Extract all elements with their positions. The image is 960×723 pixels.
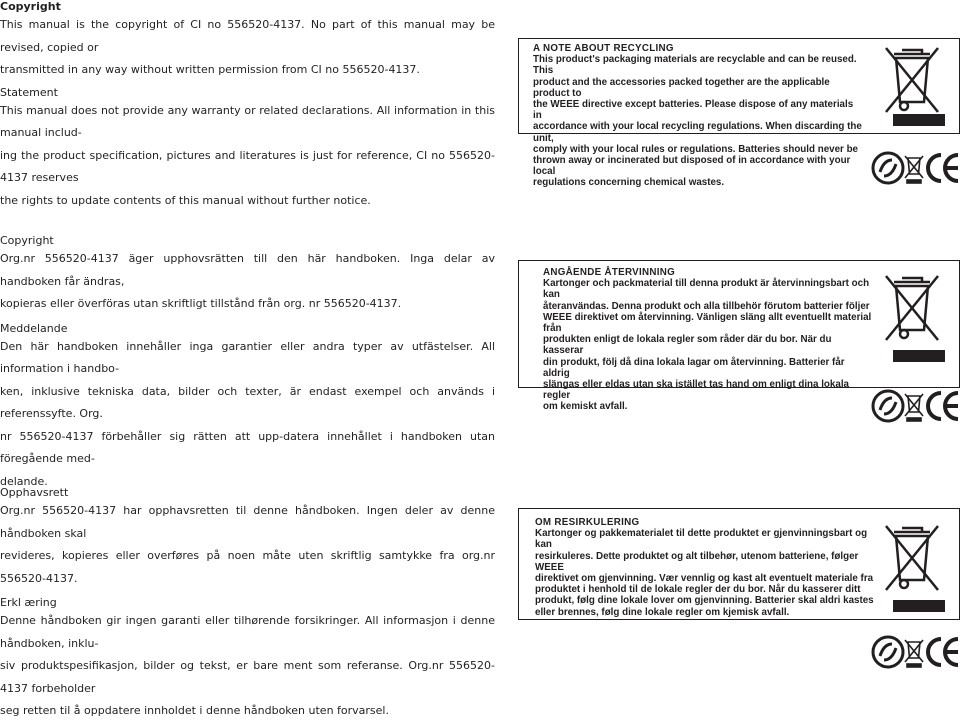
section-swedish — [0, 230, 960, 488]
english-text-column — [0, 0, 495, 212]
recycling-note-line: om kemiskt avfall. — [543, 401, 628, 413]
recycling-note-line: din produkt, följ då dina lokala lagar om återvinning. Batterier får aldrig — [543, 356, 845, 379]
weee-small-icon — [905, 640, 923, 667]
recycling-note-line: product and the accessories packed together are the applicable product to — [533, 76, 830, 99]
statement-line: the rights to update contents of this manual without further notice. — [0, 193, 371, 207]
recycling-note-title: ANGÅENDE ÅTERVINNING — [543, 267, 676, 278]
statement-line: delande. — [0, 474, 48, 488]
green-dot-icon — [873, 637, 903, 667]
copyright-heading: Opphavsrett — [0, 486, 69, 499]
green-dot-icon — [873, 153, 903, 183]
statement-line: seg retten til å oppdatere innholdet i denne håndboken uten forvarsel. — [0, 704, 389, 717]
copyright-heading: Copyright — [0, 234, 54, 247]
statement-line: Den här handboken innehåller inga garantier eller andra typer av utfästelser. All information i handbo- — [0, 339, 495, 375]
statement-line: Denne håndboken gir ingen garanti eller tilhørende forsikringer. All informasjon i denne håndboken, inklu- — [0, 614, 495, 650]
recycling-note-text — [533, 43, 863, 189]
copyright-line: This manual is the copyright of CI no 556520-4137. No part of this manual may be revised, copied or — [0, 18, 495, 54]
recycling-note-line: WEEE direktivet om återvinning. Vänligen släng allt eventuellt material från — [543, 311, 872, 335]
section-english — [0, 0, 960, 207]
recycling-note-title: OM RESIRKULERING — [535, 517, 640, 528]
section-norwegian — [0, 482, 960, 717]
weee-bar-icon — [893, 114, 945, 126]
compliance-marks — [870, 388, 960, 424]
recycling-note-title: A NOTE ABOUT RECYCLING — [533, 43, 674, 54]
weee-crossed-bin-icon — [880, 268, 944, 348]
recycling-note-line: slängas eller eldas utan ska istället tas hand om enligt dina lokala regler — [543, 379, 849, 402]
copyright-line: Org.nr 556520-4137 äger upphovsrätten till den här handboken. Inga delar av handboken får ändras, — [0, 252, 495, 288]
ce-mark-icon — [928, 639, 958, 665]
weee-small-icon — [905, 394, 923, 421]
recycling-note-line: produktet i henhold til de lokale regler der du bor. Når du kasserer ditt — [535, 584, 861, 596]
ce-mark-icon — [928, 155, 958, 181]
copyright-line: Org.nr 556520-4137 har opphavsretten til denne håndboken. Ingen deler av denne håndboken skal — [0, 504, 495, 540]
weee-crossed-bin-icon — [880, 40, 944, 120]
recycling-note-line: Kartonger och packmaterial till denna produkt är återvinningsbart och kan — [543, 278, 870, 301]
recycling-note-line: återanvändas. Denna produkt och alla tillbehör förutom batterier följer — [543, 300, 870, 312]
recycling-note-line: eller brennes, følg dine lokale regler om kjemisk avfall. — [535, 606, 790, 618]
recycling-note-text — [543, 267, 873, 413]
weee-bar-icon — [893, 600, 945, 612]
swedish-text-column — [0, 234, 495, 493]
recycling-note-text — [535, 517, 875, 618]
weee-crossed-bin-icon — [880, 518, 944, 598]
statement-line: nr 556520-4137 förbehåller sig rätten att upp-datera innehållet i handboken utan föregående med- — [0, 429, 495, 465]
ce-mark-icon — [928, 393, 958, 419]
recycling-note-line: produkten enligt de lokala regler som råder där du bor. När du kasserar — [543, 334, 832, 357]
recycling-note-line: resirkuleres. Dette produktet og alt tilbehør, utenom batteriene, følger WEEE — [535, 550, 859, 573]
statement-line: ing the product specification, pictures and literatures is just for reference, CI no 556520-4137 reserves — [0, 148, 495, 184]
copyright-line: revideres, kopieres eller overføres på noen måte uten skriftlig samtykke fra org.nr 556520-4137. — [0, 549, 495, 585]
compliance-marks — [870, 150, 960, 186]
copyright-line: kopieras eller överföras utan skriftligt tillstånd från org. nr 556520-4137. — [0, 297, 402, 310]
weee-bar-icon — [893, 350, 945, 362]
recycling-note-line: Kartonger og pakkematerialet til dette produktet er gjenvinningsbart og kan — [535, 528, 868, 551]
recycling-note-line: comply with your local rules or regulations. Batteries should never be — [533, 143, 859, 155]
recycling-note-line: produkt, følg dine lokale lover om gjenvinning. Batterier skal aldri kastes — [535, 595, 874, 607]
statement-heading: Erkl æring — [0, 596, 57, 609]
copyright-line: transmitted in any way without written permission from CI no 556520-4137. — [0, 63, 420, 76]
recycling-note-line: This product's packaging materials are recyclable and can be reused. This — [533, 54, 857, 77]
recycling-note-line: thrown away or incinerated but disposed of in accordance with your local — [533, 155, 851, 178]
recycling-note-line: regulations concerning chemical wastes. — [533, 177, 725, 189]
recycling-note-line: direktivet om gjenvinning. Vær vennlig og kast alt eventuelt materiale fra — [535, 573, 874, 585]
green-dot-icon — [873, 391, 903, 421]
statement-heading: Statement — [0, 85, 58, 99]
weee-small-icon — [905, 156, 923, 183]
recycling-note-line: accordance with your local recycling regulations. When discarding the unit, — [533, 121, 862, 144]
recycling-note-line: the WEEE directive except batteries. Please dispose of any materials in — [533, 99, 854, 122]
norwegian-text-column — [0, 486, 495, 723]
statement-line: siv produktspesifikasjon, bilder og tekst, er bare ment som referanse. Org.nr 556520-4137 forbeholder — [0, 659, 495, 695]
statement-heading: Meddelande — [0, 321, 68, 335]
statement-line: This manual does not provide any warranty or related declarations. All information in this manual includ- — [0, 103, 495, 139]
copyright-heading: Copyright — [0, 0, 61, 13]
compliance-marks — [870, 634, 960, 670]
statement-line: ken, inklusive tekniska data, bilder och texter, är endast exempel och används i referenssyfte. Org. — [0, 384, 495, 420]
